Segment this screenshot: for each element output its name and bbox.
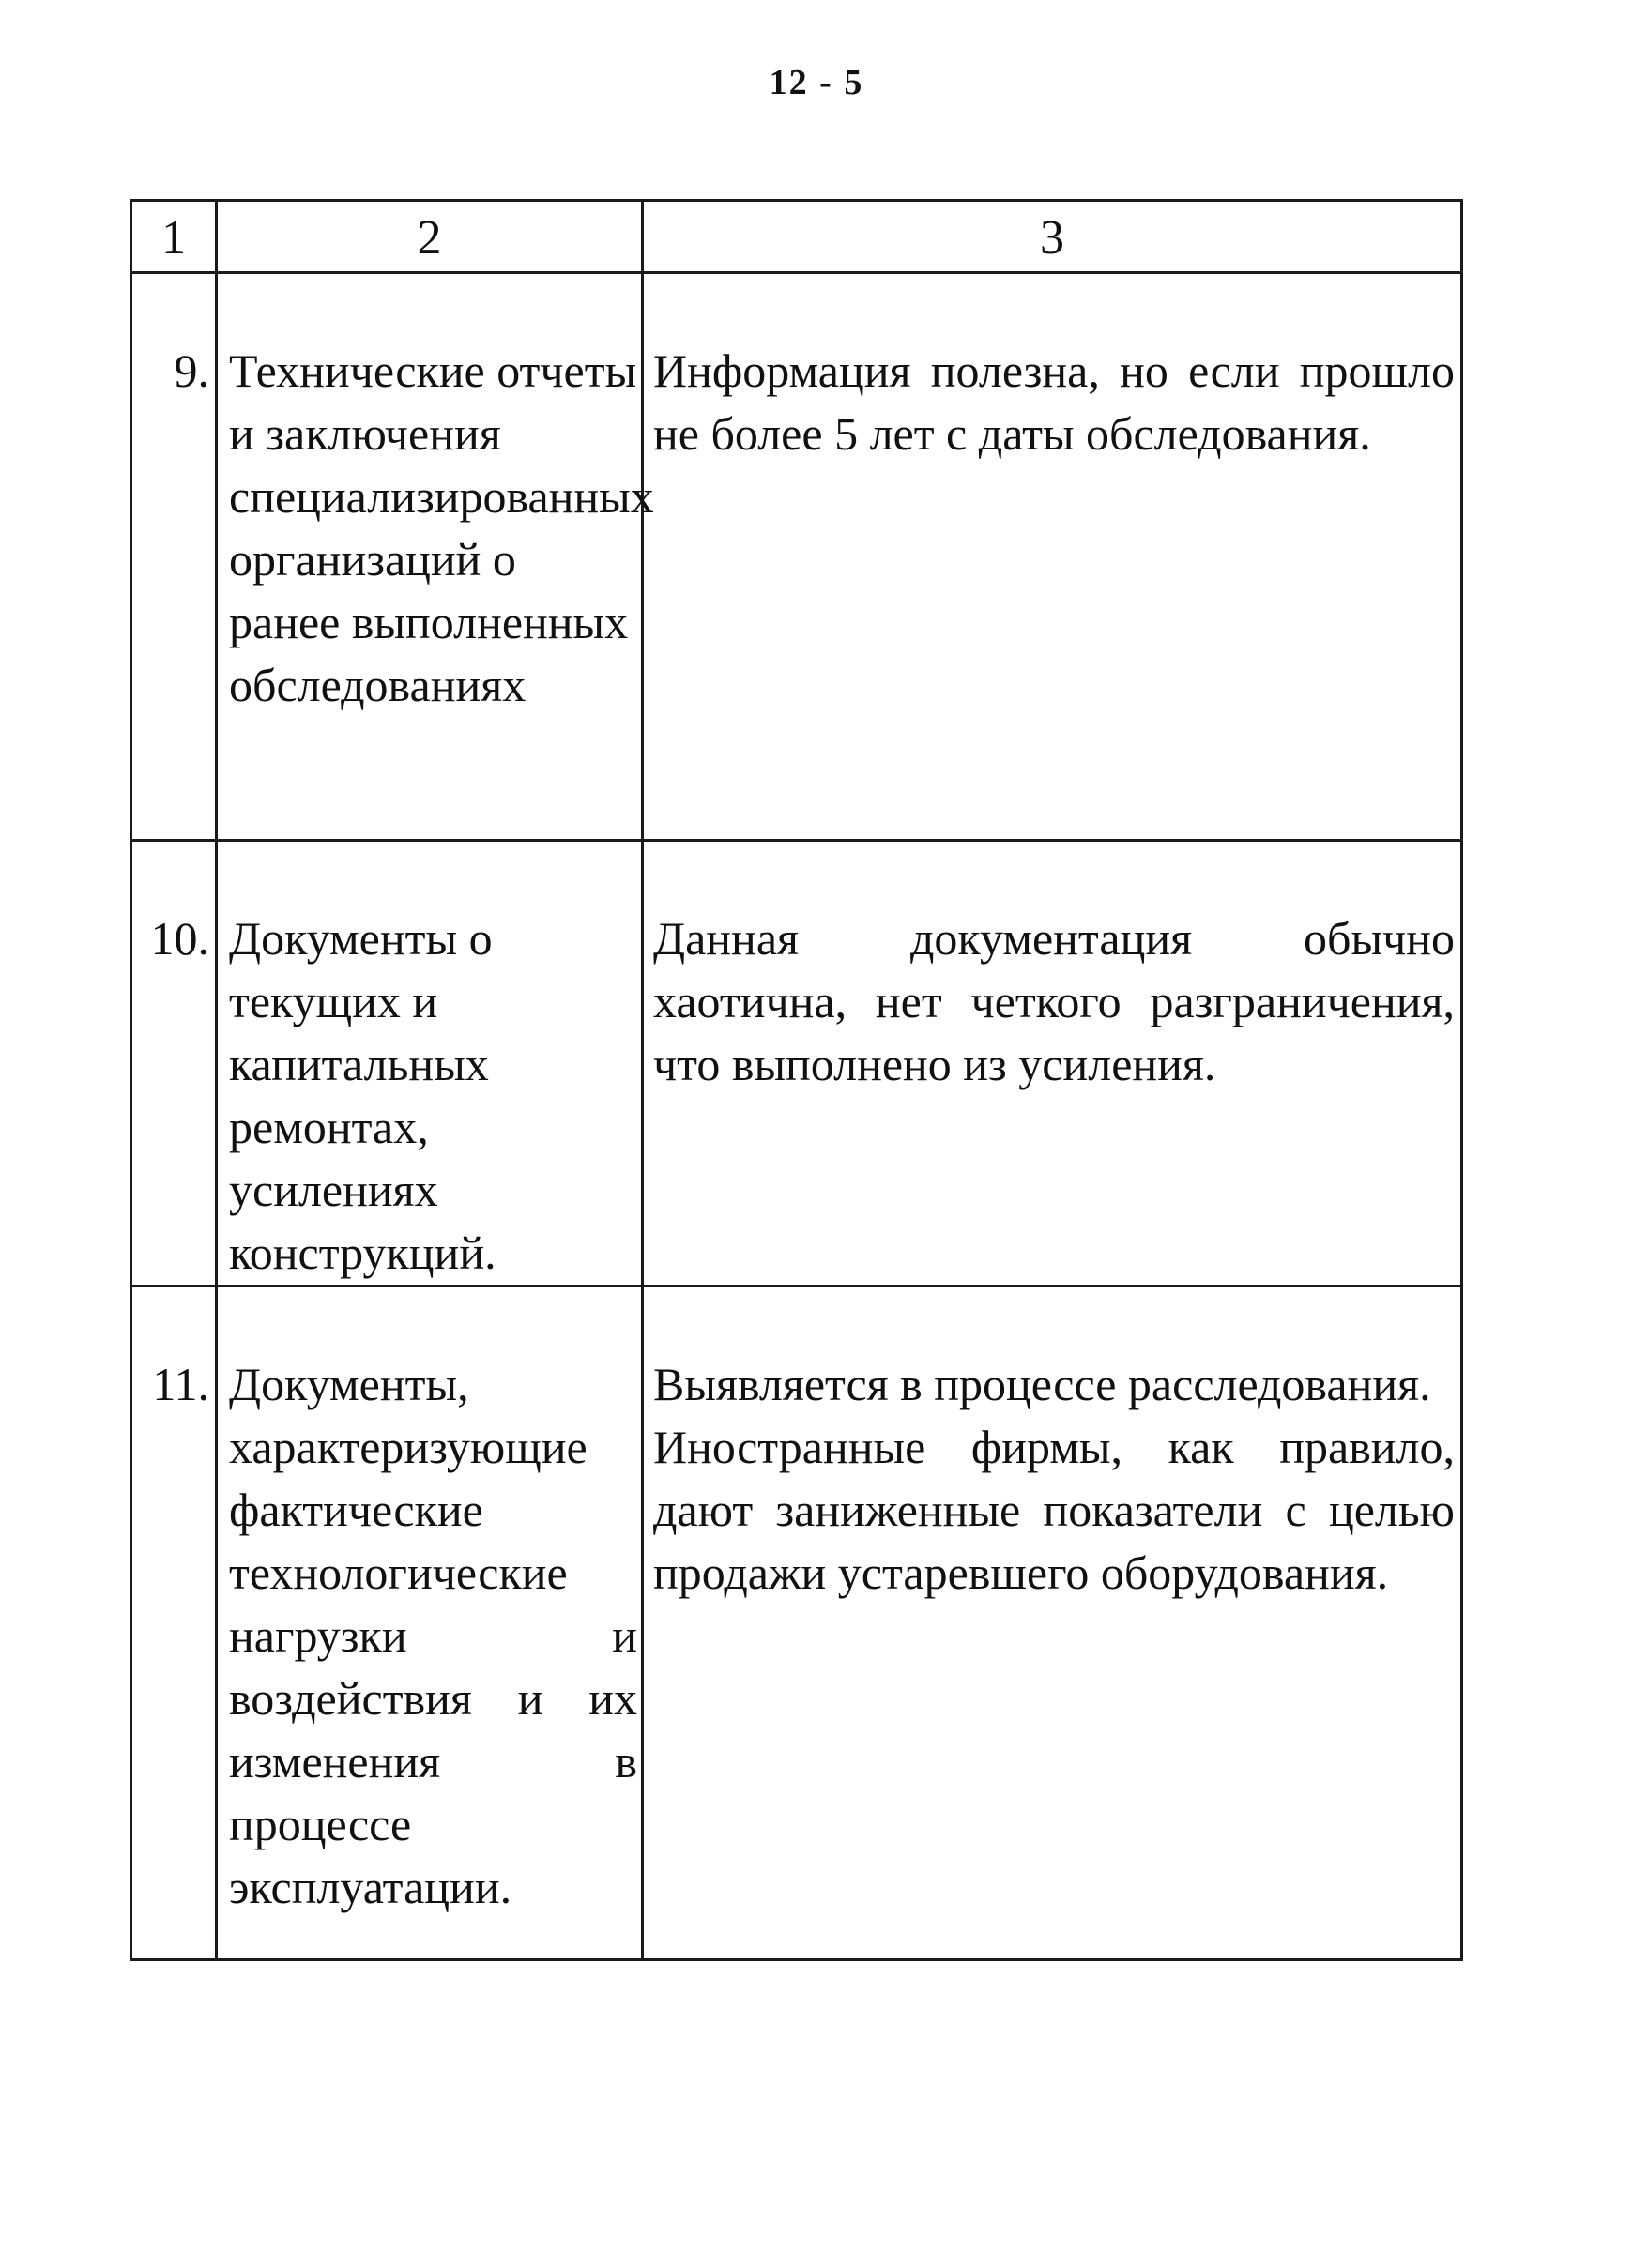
- note-text: Иностранные фирмы, как правило, дают заниженные показатели с целью продажи устаревшего оборудования.: [653, 1421, 1455, 1599]
- note-text: Выявляется в процессе расследования.: [653, 1358, 1431, 1410]
- row-number: 10.: [131, 841, 217, 1286]
- document-note: [643, 841, 1462, 1286]
- row-number: 9.: [131, 273, 217, 841]
- page-number: 12 - 5: [769, 63, 864, 102]
- document-note: [643, 273, 1462, 841]
- header-cell-3: 3: [643, 201, 1462, 273]
- document-name: Документы о текущих и капитальных ремонтах, усилениях конструкций.: [217, 841, 643, 1286]
- documents-table: [130, 199, 1463, 1961]
- table-row: [131, 1286, 1462, 1960]
- document-name: Технические отчеты и заключения специализированных организаций о ранее выполненных обследованиях: [217, 273, 643, 841]
- document-note: [643, 1286, 1462, 1960]
- header-cell-2: 2: [217, 201, 643, 273]
- note-text: Данная документация обычно хаотична, нет четкого разграничения, что выполнено из усиления.: [653, 912, 1455, 1090]
- table-header-row: [131, 201, 1462, 273]
- table-row: [131, 273, 1462, 841]
- document-name: Документы, характеризующие фактические технологические нагрузки и воздействия и их изменения в процессе эксплуатации.: [217, 1286, 643, 1960]
- note-text: Информация полезна, но если прошло не более 5 лет с даты обследования.: [653, 344, 1455, 460]
- row-number: 11.: [131, 1286, 217, 1960]
- header-cell-1: 1: [131, 201, 217, 273]
- table-row: [131, 841, 1462, 1286]
